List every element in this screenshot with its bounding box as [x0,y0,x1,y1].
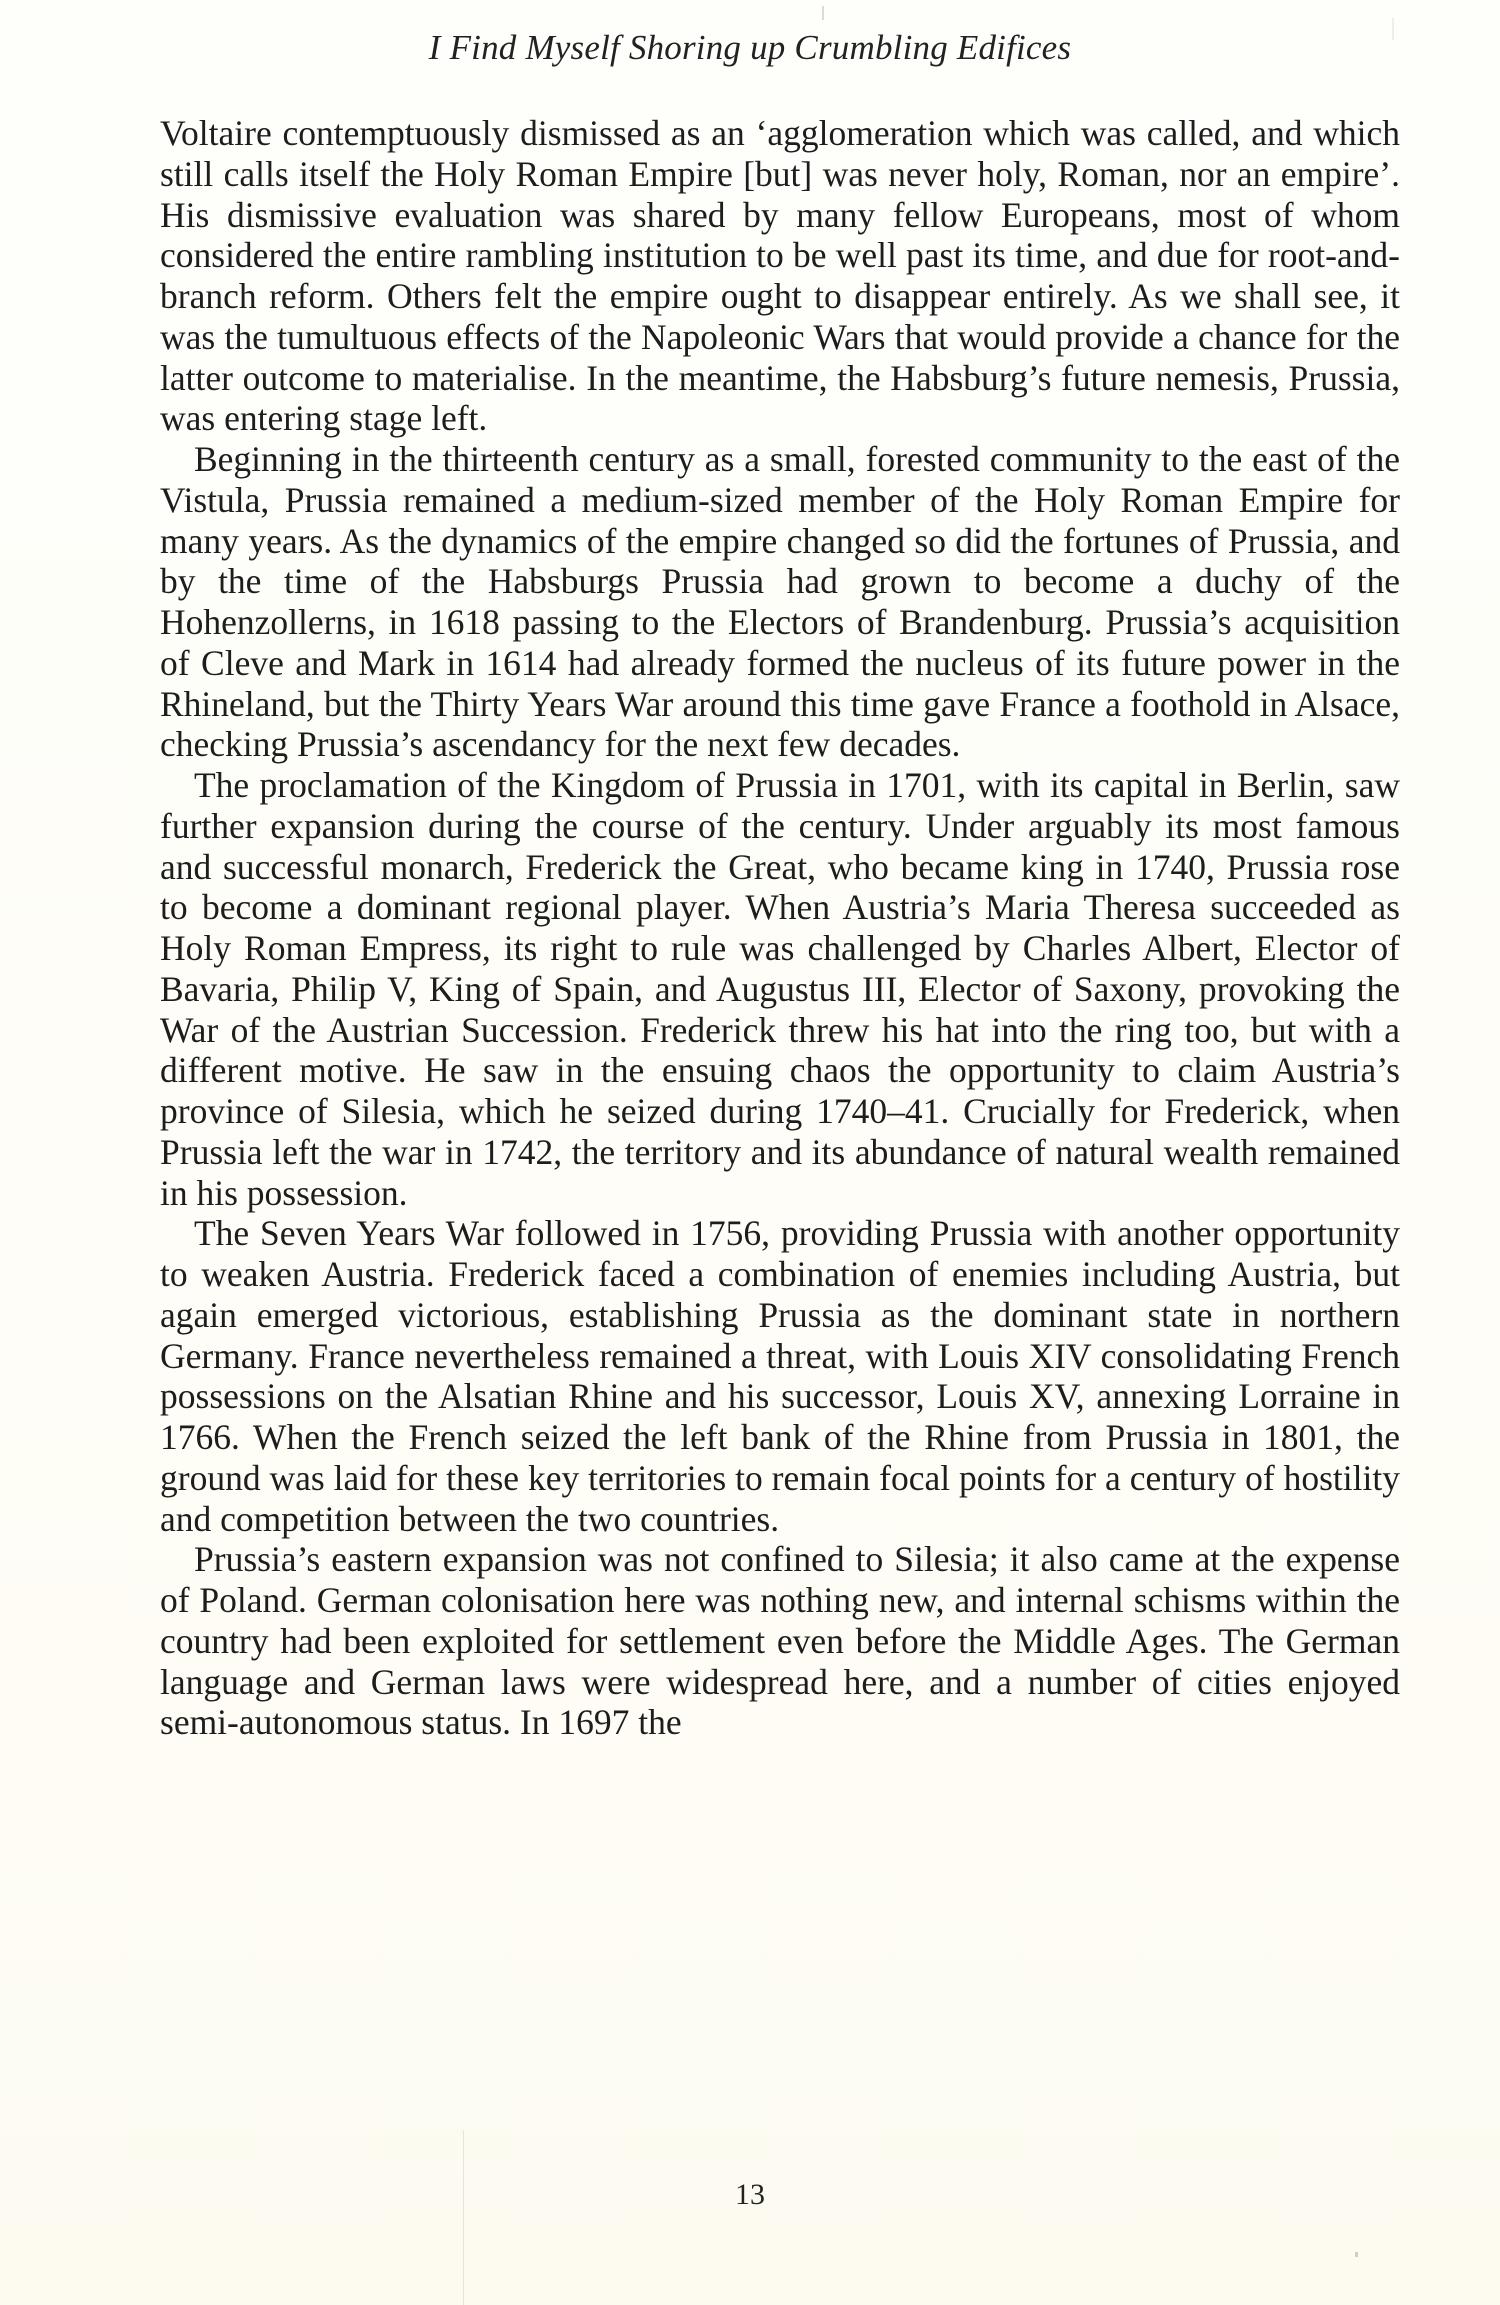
scan-artifact [463,2130,464,2305]
paragraph: The Seven Years War followed in 1756, providing Prussia with another opportunity to weaken Austria. Frederick faced a combination of enemies including Austria, but again emerged victorious, establishing Prussia as the dominant state in northern Germany. France nevertheless remained a threat, with Louis XIV consolidating French possessions on the Alsatian Rhine and his successor, Louis XV, annexing Lorraine in 1766. When the French seized the left bank of the Rhine from Prussia in 1801, the ground was laid for these key territories to remain focal points for a century of hostility and competition between the two countries. [160,1213,1400,1539]
paragraph: Voltaire contemptuously dismissed as an ‘agglomeration which was called, and which still calls itself the Holy Roman Empire [but] was never holy, Roman, nor an empire’. His dismissive evaluation was shared by many fellow Europeans, most of whom considered the entire rambling institution to be well past its time, and due for root-and-branch reform. Others felt the empire ought to disappear entirely. As we shall see, it was the tumultuous effects of the Napoleonic Wars that would provide a chance for the latter outcome to materialise. In the meantime, the Habsburg’s future nemesis, Prussia, was entering stage left. [160,113,1400,439]
scan-artifact [1355,2252,1358,2257]
body-text [160,113,1400,1743]
scan-artifact [822,6,824,20]
scan-artifact [1392,18,1394,40]
page-number: 13 [735,2178,765,2211]
running-head: I Find Myself Shoring up Crumbling Edifices [428,28,1072,67]
paragraph: The proclamation of the Kingdom of Prussia in 1701, with its capital in Berlin, saw further expansion during the course of the century. Under arguably its most famous and successful monarch, Frederick the Great, who became king in 1740, Prussia rose to become a dominant regional player. When Austria’s Maria Theresa succeeded as Holy Roman Empress, its right to rule was challenged by Charles Albert, Elector of Bavaria, Philip V, King of Spain, and Augustus III, Elector of Saxony, provoking the War of the Austrian Succession. Frederick threw his hat into the ring too, but with a different motive. He saw in the ensuing chaos the opportunity to claim Austria’s province of Silesia, which he seized during 1740–41. Crucially for Frederick, when Prussia left the war in 1742, the territory and its abundance of natural wealth remained in his possession. [160,765,1400,1213]
paragraph: Prussia’s eastern expansion was not confined to Silesia; it also came at the expense of Poland. German colonisation here was nothing new, and internal schisms within the country had been exploited for settlement even before the Middle Ages. The German language and German laws were widespread here, and a number of cities enjoyed semi-autonomous status. In 1697 the [160,1539,1400,1743]
paragraph: Beginning in the thirteenth century as a small, forested community to the east of the Vistula, Prussia remained a medium-sized member of the Holy Roman Empire for many years. As the dynamics of the empire changed so did the fortunes of Prussia, and by the time of the Habsburgs Prussia had grown to become a duchy of the Hohenzollerns, in 1618 passing to the Electors of Brandenburg. Prussia’s acquisition of Cleve and Mark in 1614 had already formed the nucleus of its future power in the Rhineland, but the Thirty Years War around this time gave France a foothold in Alsace, checking Prussia’s ascendancy for the next few decades. [160,439,1400,765]
